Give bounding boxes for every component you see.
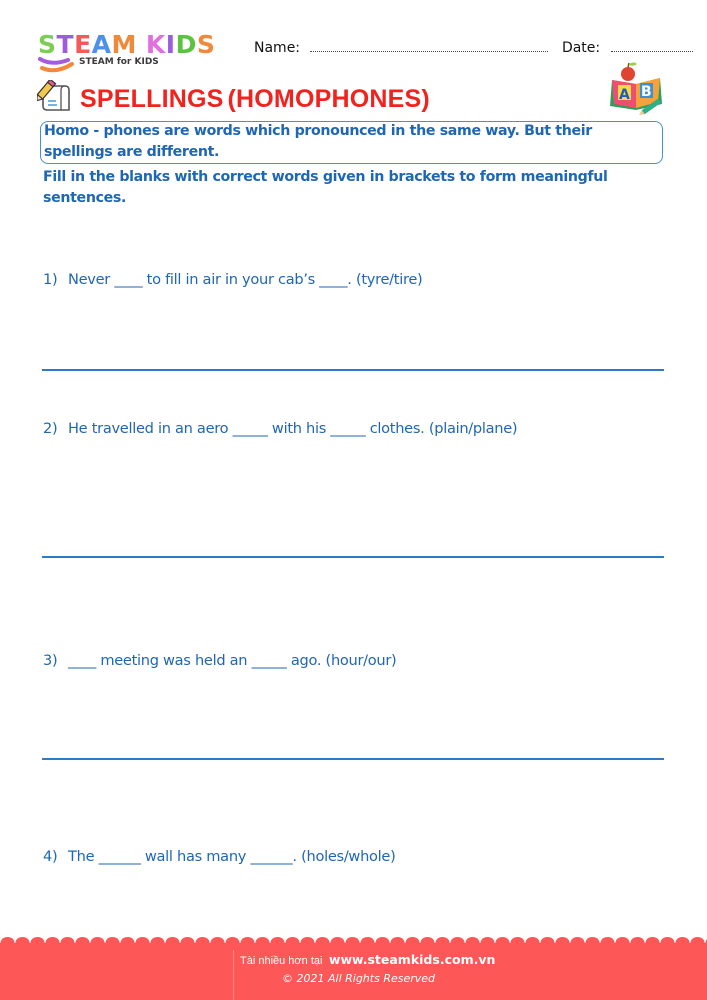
logo-letter: I [165, 30, 176, 59]
svg-text:A: A [619, 87, 630, 103]
logo-letter: S [38, 30, 57, 59]
logo-letter: K [145, 30, 166, 59]
date-label: Date: [561, 40, 601, 56]
logo-letter: T [56, 30, 75, 59]
logo-letter: M [111, 30, 137, 59]
answer-line-2[interactable] [42, 556, 664, 558]
definition-text: Homo - phones are words which pronounced in the same way. But their spellings are different. [44, 123, 592, 160]
question-text: Never ____ to fill in air in your cab’s ____. (tyre/tire) [68, 271, 423, 288]
question-4 [43, 847, 395, 867]
footer-more-text: Tài nhiều hơn tại [240, 955, 323, 967]
title-sub: (HOMOPHONES) [227, 85, 430, 113]
question-text: ____ meeting was held an _____ ago. (hour/our) [68, 652, 397, 669]
name-field[interactable] [310, 39, 548, 52]
instruction-text: Fill in the blanks with correct words given in brackets to form meaningful sentences. [43, 169, 608, 206]
ab-book-icon [606, 58, 666, 118]
footer-more-line [240, 951, 495, 969]
logo-letter: S [196, 30, 216, 59]
question-3 [43, 651, 396, 671]
question-text: The ______ wall has many ______. (holes/whole) [68, 848, 396, 865]
logo-title [38, 30, 215, 60]
name-date-row [254, 39, 693, 56]
logo-letter: E [74, 30, 92, 59]
pencil-paper-icon [37, 80, 73, 114]
logo-tagline: STEAM for KIDS [79, 57, 159, 67]
question-number: 1) [43, 271, 58, 288]
question-2 [43, 419, 517, 439]
footer-copyright: © 2021 All Rights Reserved [282, 972, 436, 985]
steam-kids-logo [38, 30, 238, 75]
page-title [80, 84, 430, 114]
logo-letter: A [91, 30, 112, 59]
footer-divider [233, 950, 234, 1000]
name-label: Name: [254, 40, 301, 56]
title-main: SPELLINGS [80, 85, 224, 113]
question-number: 4) [43, 848, 58, 865]
question-number: 3) [43, 652, 58, 669]
svg-text:B: B [641, 84, 652, 100]
footer-url-link[interactable]: www.steamkids.com.vn [328, 952, 496, 967]
date-field[interactable] [611, 39, 693, 52]
logo-letter: D [175, 30, 197, 59]
question-1 [43, 270, 422, 290]
question-number: 2) [43, 420, 58, 437]
answer-line-3[interactable] [42, 758, 664, 760]
answer-line-1[interactable] [42, 369, 664, 371]
question-text: He travelled in an aero _____ with his _____ clothes. (plain/plane) [68, 420, 518, 437]
